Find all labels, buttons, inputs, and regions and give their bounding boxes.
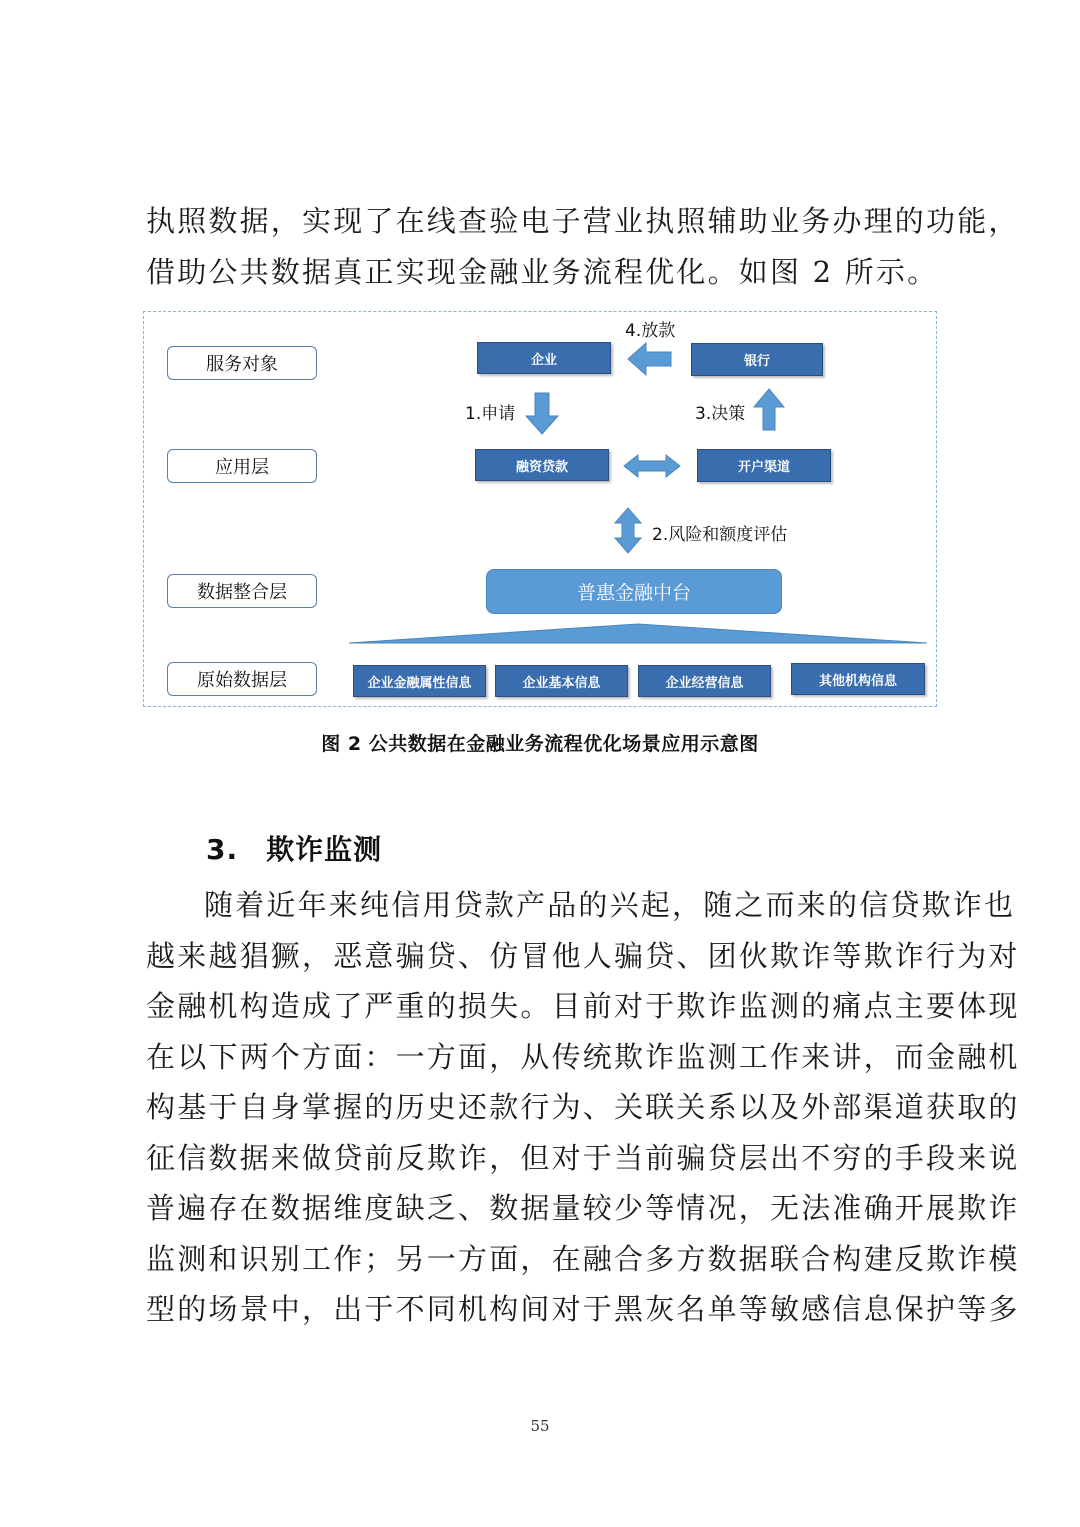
text-line: 金融机构造成了严重的损失。目前对于欺诈监测的痛点主要体现	[146, 989, 1020, 1023]
assessment-arrow	[615, 508, 641, 553]
enterprise-box: 企业	[477, 342, 611, 374]
step-label-loan: 4.放款	[625, 321, 676, 341]
step-label-assessment: 2.风险和额度评估	[652, 525, 788, 545]
source-box-other-institutions: 其他机构信息	[791, 663, 925, 695]
bidirectional-arrow	[624, 455, 680, 477]
loan-arrow	[628, 343, 671, 375]
source-box-financial-attributes: 企业金融属性信息	[353, 665, 486, 697]
text-line: 随着近年来纯信用贷款产品的兴起，随之而来的信贷欺诈也	[204, 888, 1016, 922]
step-label-apply: 1.申请	[465, 404, 516, 424]
body-paragraph	[146, 880, 1020, 1335]
inclusive-finance-platform: 普惠金融中台	[486, 569, 782, 614]
section-heading	[206, 828, 382, 868]
step-label-decision: 3.决策	[695, 404, 746, 424]
page-number: 55	[530, 1417, 550, 1435]
text-line: 监测和识别工作；另一方面，在融合多方数据联合构建反欺诈模	[146, 1241, 1020, 1276]
source-box-operations-info: 企业经营信息	[638, 665, 771, 697]
layer-data-integration: 数据整合层	[167, 574, 317, 608]
text-line: 征信数据来做贷前反欺诈，但对于当前骗贷层出不穷的手段来说	[146, 1140, 1020, 1175]
figure-caption: 图 2 公共数据在金融业务流程优化场景应用示意图	[321, 733, 759, 755]
text-line: 型的场景中，出于不同机构间对于黑灰名单等敏感信息保护等多	[146, 1292, 1020, 1326]
section-number: 3.	[206, 833, 239, 866]
account-channel-box: 开户渠道	[697, 449, 831, 482]
layer-application: 应用层	[167, 449, 317, 483]
process-diagram	[143, 311, 937, 707]
text-line: 越来越猖獗，恶意骗贷、仿冒他人骗贷、团伙欺诈等欺诈行为对	[146, 938, 1020, 973]
text-line: 在以下两个方面：一方面，从传统欺诈监测工作来讲，而金融机	[146, 1039, 1020, 1074]
decision-arrow	[754, 389, 784, 430]
bank-box: 银行	[691, 343, 823, 376]
source-box-basic-info: 企业基本信息	[495, 665, 628, 697]
text-line: 构基于自身掌握的历史还款行为、关联关系以及外部渠道获取的	[146, 1090, 1020, 1124]
financing-loan-box: 融资贷款	[475, 449, 609, 481]
intro-paragraph	[146, 196, 1020, 297]
text-line: 普遍存在数据维度缺乏、数据量较少等情况，无法准确开展欺诈	[146, 1191, 1020, 1225]
layer-service-objects: 服务对象	[167, 346, 317, 380]
section-title: 欺诈监测	[266, 833, 383, 866]
apply-arrow	[526, 393, 558, 434]
aggregation-triangle	[349, 624, 927, 643]
layer-raw-data: 原始数据层	[167, 662, 317, 696]
text-line: 执照数据，实现了在线查验电子营业执照辅助业务办理的功能，	[146, 204, 1020, 238]
text-line: 借助公共数据真正实现金融业务流程优化。如图 2 所示。	[146, 254, 939, 289]
